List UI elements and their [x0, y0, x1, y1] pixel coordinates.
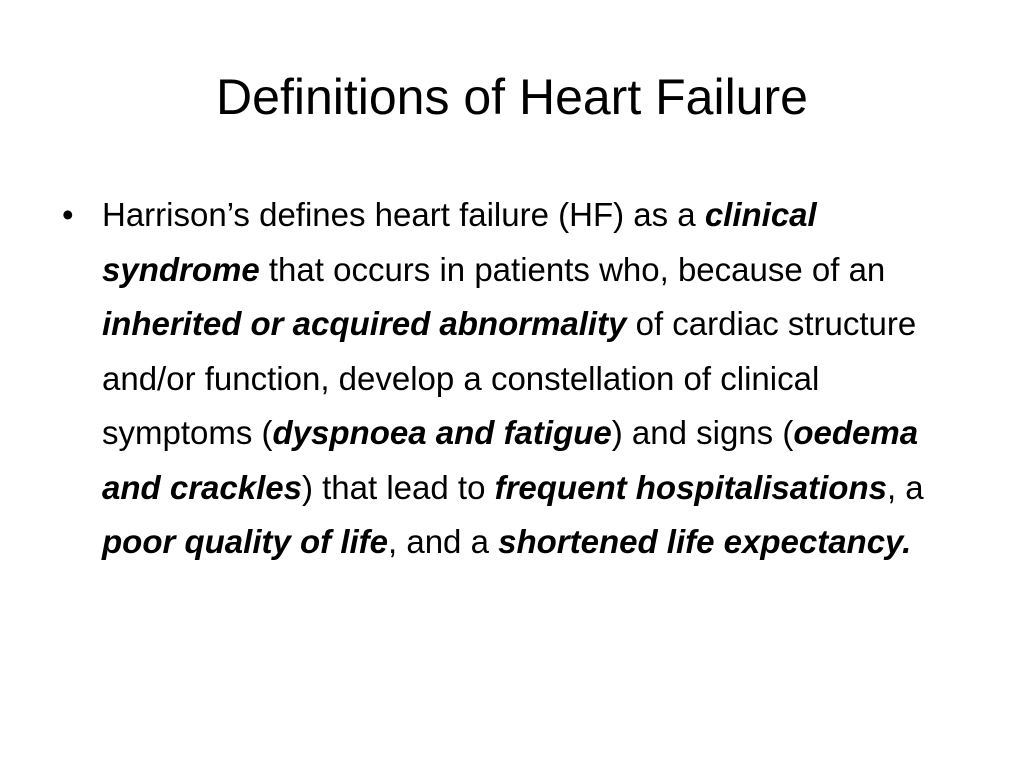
text-segment: ) and signs (: [611, 414, 794, 451]
emphasized-term: frequent hospitalisations: [494, 468, 887, 506]
emphasized-term: inherited or acquired abnormality: [102, 305, 627, 342]
text-segment: that occurs in patients who, because of an: [259, 250, 886, 288]
bullet-item: [62, 188, 962, 570]
bullet-text: [102, 188, 962, 570]
emphasized-term: shortened life expectancy.: [498, 523, 912, 560]
text-segment: ) that lead to: [301, 468, 495, 506]
emphasized-term: clinical syndrome: [102, 196, 817, 288]
emphasized-term: dyspnoea and fatigue: [272, 414, 612, 451]
emphasized-term: oedema and crackles: [102, 414, 919, 506]
text-segment: Harrison’s defines heart failure (HF) as a: [102, 196, 705, 233]
bullet-list: [62, 188, 962, 570]
text-segment: of cardiac structure and/or function, develop a constellation of clinical symptoms (: [102, 305, 917, 451]
bullet-icon: •: [62, 196, 74, 233]
slide-title: Definitions of Heart Failure: [216, 69, 808, 125]
text-segment: , a: [886, 468, 924, 506]
text-segment: , and a: [388, 523, 499, 560]
emphasized-term: poor quality of life: [102, 523, 388, 560]
